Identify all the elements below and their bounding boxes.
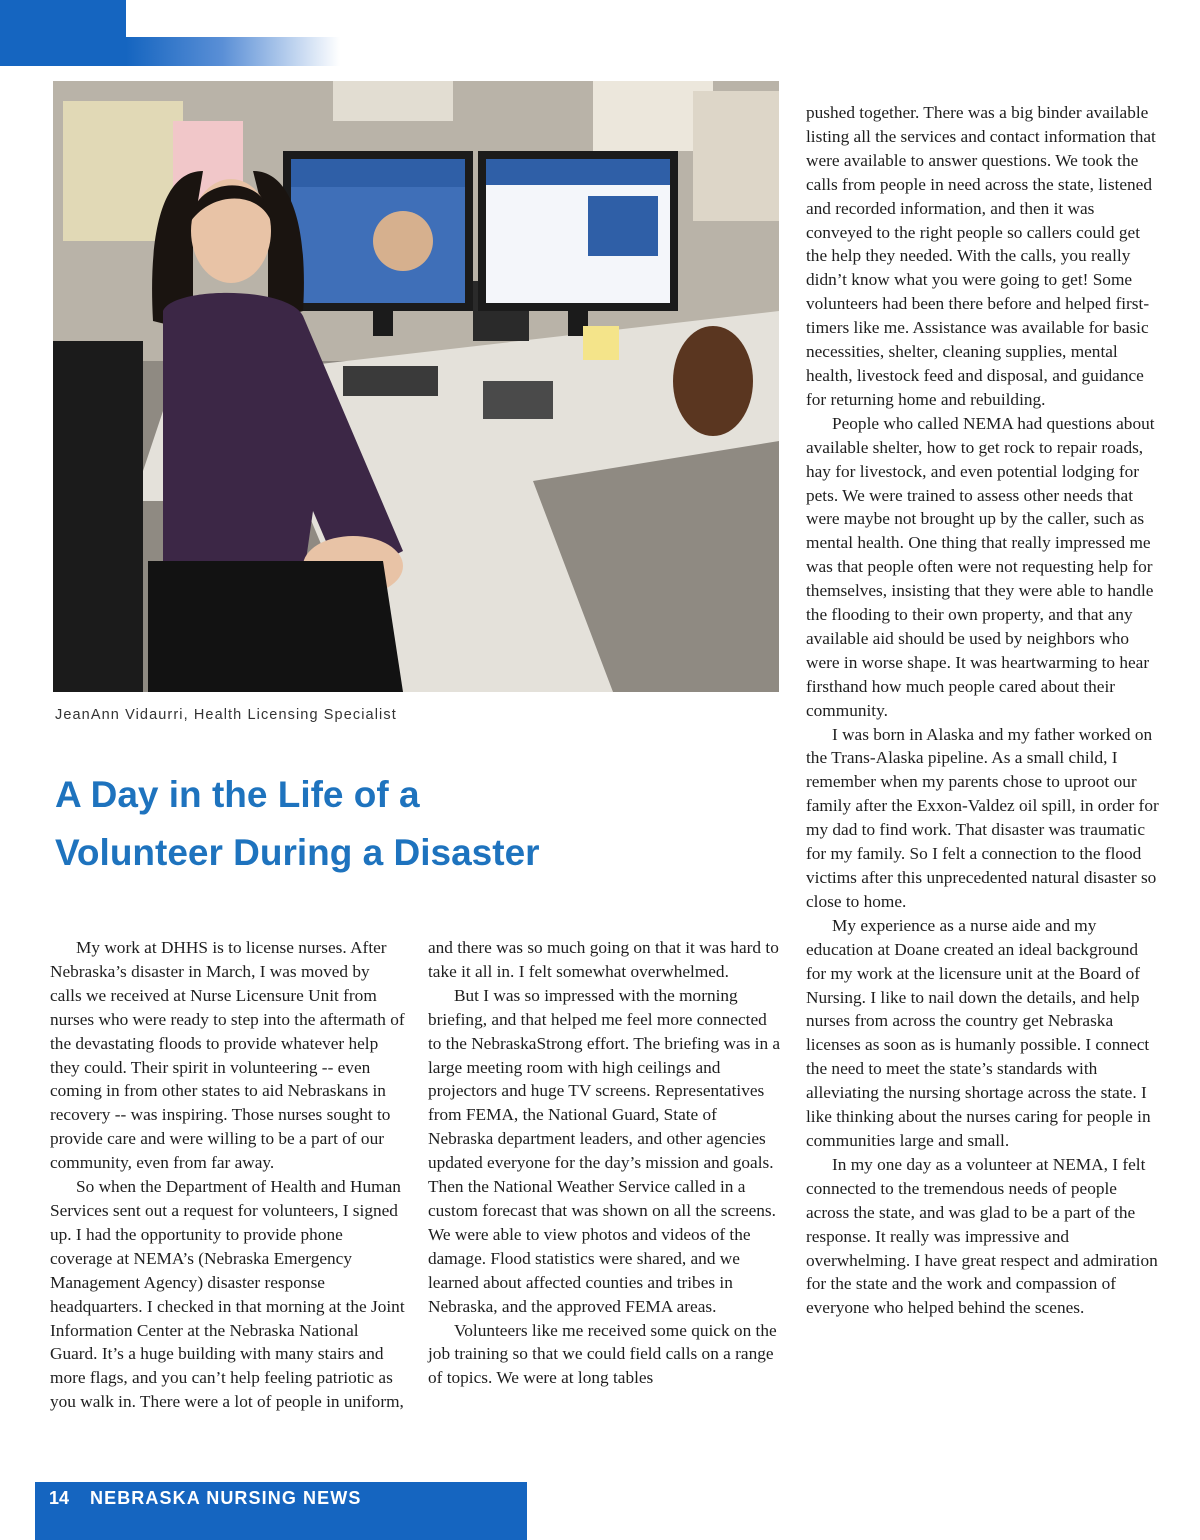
headline-line-2: Volunteer During a Disaster [55, 832, 540, 873]
photo-illustration [53, 81, 779, 692]
paragraph: Volunteers like me received some quick on the job training so that we could field calls on a range of topics. We were at long tables [428, 1320, 777, 1388]
headline-line-1: A Day in the Life of a [55, 774, 420, 815]
paragraph: But I was so impressed with the morning briefing, and that helped me feel more connected to the NebraskaStrong effort. The briefing was in a large meeting room with high ceilings and projectors and huge TV screens. Representatives from FEMA, the National Guard, State of Nebraska department leaders, and other agencies updated everyone for the day’s mission and goals. Then the National Weather Service called in a custom forecast that was shown on all the screens. We were able to view photos and videos of the damage. Flood statistics were shared, and we learned about affected counties and tribes in Nebraska, and the approved FEMA areas. [428, 985, 781, 1316]
paragraph: In my one day as a volunteer at NEMA, I felt connected to the tremendous needs of people across the state, and was glad to be a part of the response. It really was impressive and overwhelming. I have great respect and admiration for the state and the work and compassion of everyone who helped behind the scenes. [806, 1154, 1158, 1318]
article-column-1 [50, 936, 405, 1414]
paragraph: My work at DHHS is to license nurses. After Nebraska’s disaster in March, I was moved by calls we received at Nurse Licensure Unit from nurses who were ready to step into the aftermath of the devastating floods to provide whatever help they could. Their spirit in volunteering -- even coming in from other states to aid Nebraskans in recovery -- was inspiring. Those nurses sought to provide care and were willing to be a part of our community, even from far away. [50, 938, 405, 1173]
paragraph-continued: pushed together. There was a big binder available listing all the services and contact information that were available to answer questions. We took the calls from people in need across the state, listened and recorded information, and then it was conveyed to the right people so callers could get the help they needed. With the calls, you really didn’t know what you were going to get! Some volunteers had been there before and helped first-timers like me. Assistance was available for basic necessities, shelter, cleaning supplies, mental health, livestock feed and disposal, and guidance for returning home and rebuilding. [806, 103, 1156, 409]
article-headline [55, 766, 755, 882]
paragraph: I was born in Alaska and my father worked on the Trans-Alaska pipeline. As a small child, I remember when my parents chose to uproot our family after the Exxon-Valdez oil spill, in order for my dad to find work. That disaster was traumatic for my family. So I felt a connection to the flood victims after this unprecedented natural disaster so close to home. [806, 724, 1159, 911]
page-footer [35, 1482, 527, 1540]
top-accent-bar [0, 0, 126, 66]
publication-name: NEBRASKA NURSING NEWS [90, 1488, 362, 1508]
paragraph: So when the Department of Health and Human Services sent out a request for volunteers, I signed up. I had the opportunity to provide phone coverage at NEMA’s (Nebraska Emergency Management Agency) disaster response headquarters. I checked in that morning at the Joint Information Center at the Nebraska National Guard. It’s a huge building with many stairs and more flags, and you can’t help feeling patriotic as you walk in. There were a lot of people in uniform, [50, 1177, 405, 1412]
article-photo [53, 81, 779, 692]
article-column-3 [806, 101, 1161, 1320]
paragraph: My experience as a nurse aide and my education at Doane created an ideal background for my work at the licensure unit at the Board of Nursing. I like to nail down the details, and help nurses from across the country get Nebraska licenses as soon as is humanly possible. I connect the need to meet the state’s standards with alleviating the nursing shortage across the state. I like thinking about the nurses caring for people in communities large and small. [806, 915, 1151, 1150]
page-number: 14 [49, 1488, 70, 1508]
top-accent-gradient [126, 37, 340, 66]
paragraph: People who called NEMA had questions about available shelter, how to get rock to repair roads, hay for livestock, and even potential lodging for pets. We were trained to assess other needs that were maybe not brought up by the caller, such as mental health. One thing that really impressed me was that people often were not requesting help for themselves, insisting that they were able to handle the flooding to their own property, and that any available aid should be used by neighbors who were in worse shape. It was heartwarming to hear firsthand how much people cared about their community. [806, 413, 1155, 720]
photo-caption: JeanAnn Vidaurri, Health Licensing Specialist [55, 707, 397, 723]
article-column-2 [428, 936, 783, 1390]
paragraph-continued: and there was so much going on that it was hard to take it all in. I felt somewhat overwhelmed. [428, 938, 779, 981]
